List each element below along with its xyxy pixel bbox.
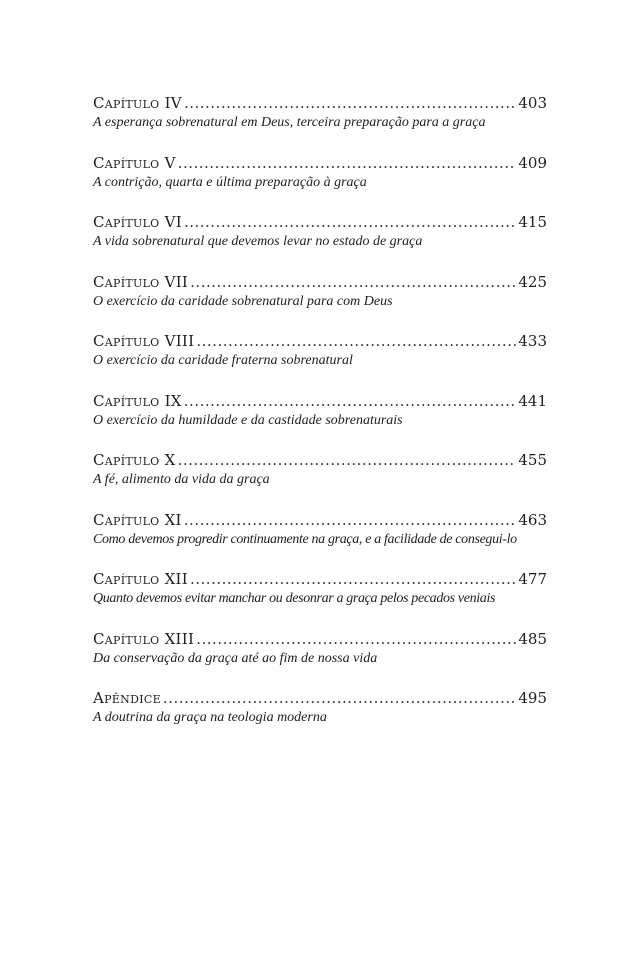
dot-leader: [184, 390, 517, 412]
toc-title-line: [93, 211, 547, 233]
toc-subtitle: Quanto devemos evitar manchar ou desonrar a graça pelos pecados veniais: [93, 591, 496, 606]
toc-heading: Capítulo VII: [93, 272, 189, 291]
toc-page-number: 455: [518, 451, 547, 469]
toc-entry-apendice[interactable]: [93, 687, 547, 747]
toc-title-line: [93, 509, 547, 531]
toc-page-number: 409: [518, 153, 547, 172]
toc-title-line: [93, 449, 547, 471]
toc-page-number: 463: [518, 510, 547, 529]
dot-leader: [184, 211, 516, 233]
dot-leader: [184, 509, 517, 531]
toc-entry-capitulo-viii[interactable]: [93, 330, 547, 390]
toc-heading: Capítulo V: [93, 153, 176, 172]
toc-title-line: [93, 271, 547, 293]
dot-leader: [196, 330, 516, 352]
toc-entry-capitulo-vi[interactable]: [93, 211, 547, 271]
toc-heading: Apêndice: [93, 689, 161, 707]
toc-title-line: [93, 152, 547, 174]
toc-heading: Capítulo IV: [93, 94, 182, 112]
toc-page-number: 485: [518, 629, 547, 648]
table-of-contents: [93, 92, 547, 747]
dot-leader: [196, 628, 516, 650]
dot-leader: [184, 92, 516, 114]
toc-entry-capitulo-vii[interactable]: [93, 271, 547, 331]
toc-subtitle: A vida sobrenatural que devemos levar no estado de graça: [93, 234, 423, 249]
toc-heading: Capítulo XI: [93, 510, 182, 529]
toc-page-number: 477: [518, 570, 547, 588]
toc-subtitle: A doutrina da graça na teologia moderna: [93, 710, 327, 725]
dot-leader: [163, 687, 516, 709]
toc-entry-capitulo-x[interactable]: [93, 449, 547, 509]
toc-entry-capitulo-ix[interactable]: [93, 390, 547, 450]
toc-entry-capitulo-xi[interactable]: [93, 509, 547, 569]
toc-subtitle: Como devemos progredir continuamente na graça, e a facilidade de consegui-lo: [93, 531, 517, 547]
toc-subtitle: O exercício da caridade sobrenatural para com Deus: [93, 293, 393, 309]
toc-title-line: [93, 687, 547, 709]
toc-page-number: 441: [518, 391, 547, 410]
toc-page-number: 495: [518, 689, 547, 707]
toc-heading: Capítulo XII: [93, 570, 188, 588]
toc-entry-capitulo-v[interactable]: [93, 152, 547, 212]
toc-subtitle: Da conservação da graça até ao fim de nossa vida: [93, 650, 378, 666]
toc-heading: Capítulo VIII: [93, 332, 195, 350]
toc-heading: Capítulo IX: [93, 391, 182, 410]
toc-page-number: 433: [518, 332, 547, 350]
dot-leader: [178, 449, 517, 471]
toc-heading: Capítulo VI: [93, 213, 182, 231]
toc-heading: Capítulo XIII: [93, 629, 195, 648]
toc-entry-capitulo-xiii[interactable]: [93, 628, 547, 688]
toc-title-line: [93, 568, 547, 590]
dot-leader: [178, 152, 517, 174]
toc-subtitle: A esperança sobrenatural em Deus, terceira preparação para a graça: [93, 115, 486, 130]
toc-page-number: 425: [518, 272, 547, 291]
toc-subtitle: O exercício da caridade fraterna sobrenatural: [93, 353, 353, 368]
dot-leader: [190, 568, 516, 590]
toc-title-line: [93, 330, 547, 352]
toc-title-line: [93, 390, 547, 412]
toc-subtitle: A fé, alimento da vida da graça: [93, 472, 270, 487]
dot-leader: [190, 271, 516, 293]
toc-subtitle: A contrição, quarta e última preparação à graça: [93, 174, 367, 190]
toc-page-number: 403: [518, 94, 547, 112]
toc-page-number: 415: [518, 213, 547, 231]
toc-title-line: [93, 628, 547, 650]
toc-entry-capitulo-xii[interactable]: [93, 568, 547, 628]
toc-subtitle: O exercício da humildade e da castidade sobrenaturais: [93, 412, 403, 428]
toc-heading: Capítulo X: [93, 451, 176, 469]
toc-entry-capitulo-iv[interactable]: [93, 92, 547, 152]
toc-title-line: [93, 92, 547, 114]
